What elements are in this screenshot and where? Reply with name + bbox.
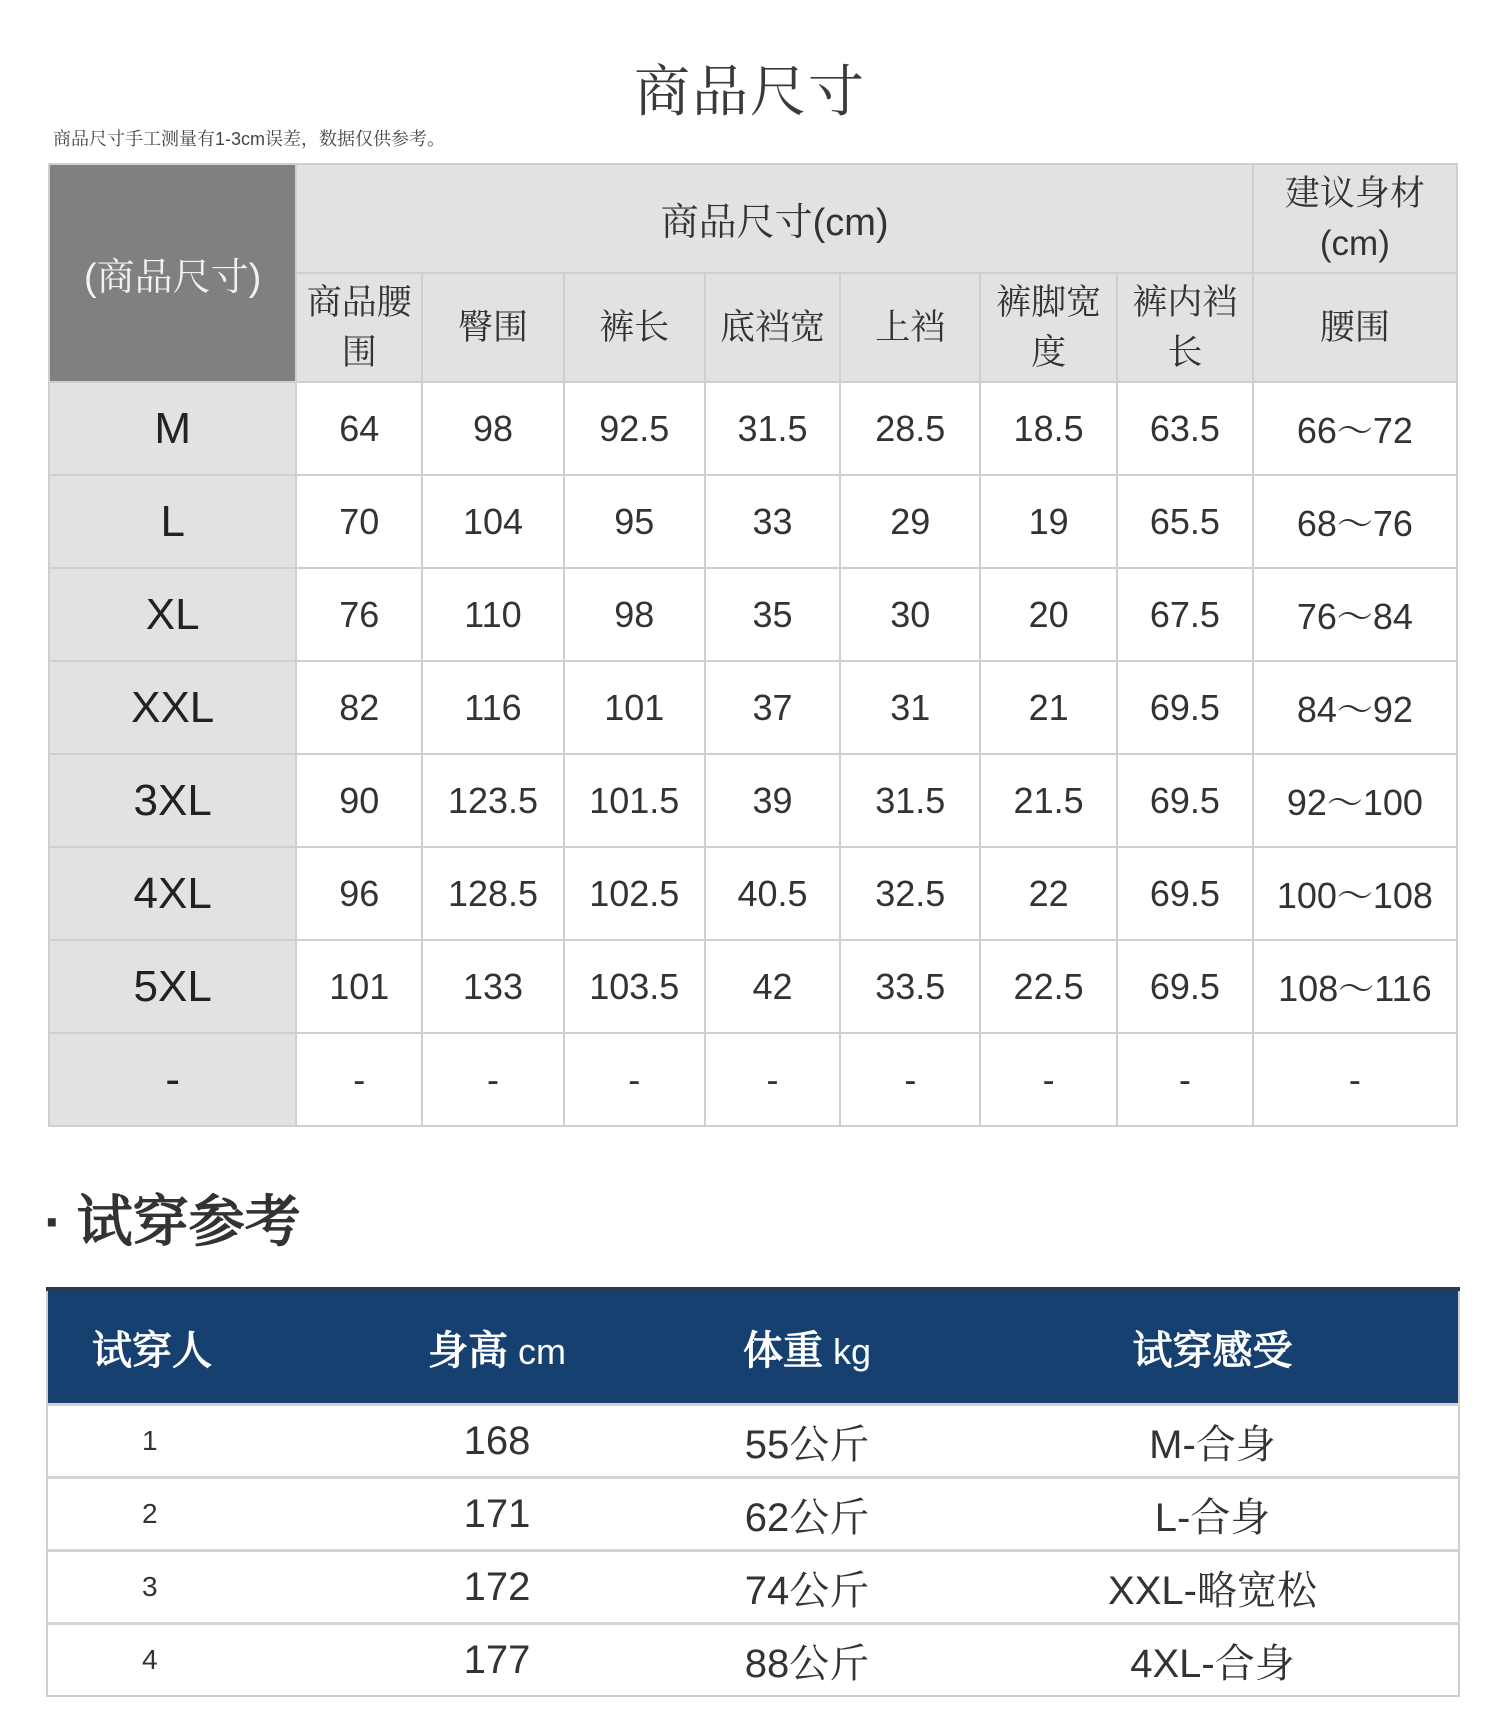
tryon-row <box>47 1551 1459 1624</box>
tryon-person-cell: 2 <box>47 1478 347 1551</box>
size-row <box>49 940 1457 1033</box>
size-value-cell: 22 <box>980 847 1117 940</box>
tryon-feel-cell: XXL-略宽松 <box>967 1551 1459 1624</box>
size-value-cell: 65.5 <box>1117 475 1253 568</box>
column-header <box>296 273 422 382</box>
size-value-cell: 67.5 <box>1117 568 1253 661</box>
tryon-height-cell: 171 <box>347 1478 647 1551</box>
column-header <box>705 273 841 382</box>
column-header-line: 臀围 <box>457 307 528 347</box>
size-value-cell: - <box>840 1033 980 1126</box>
size-row <box>49 475 1457 568</box>
size-value-cell: 40.5 <box>705 847 841 940</box>
size-value-cell: - <box>422 1033 564 1126</box>
tryon-feel-cell: L-合身 <box>967 1478 1459 1551</box>
size-value-cell: 104 <box>422 475 564 568</box>
size-value-cell: 110 <box>422 568 564 661</box>
size-value-cell: 19 <box>980 475 1117 568</box>
column-header-line: 长 <box>1167 332 1203 372</box>
tryon-column-header <box>347 1289 647 1405</box>
tryon-person-cell: 1 <box>47 1405 347 1478</box>
page-title: 商品尺寸 <box>634 60 866 123</box>
size-value-cell: 98 <box>564 568 705 661</box>
size-group-header: 商品尺寸(cm) <box>296 164 1252 273</box>
size-value-cell: 108～116 <box>1253 940 1457 1033</box>
size-value-cell: 30 <box>840 568 980 661</box>
size-value-cell: - <box>980 1033 1117 1126</box>
size-value-cell: 101 <box>296 940 422 1033</box>
size-value-cell: 31.5 <box>840 754 980 847</box>
size-value-cell: 35 <box>705 568 841 661</box>
size-value-cell: 28.5 <box>840 382 980 475</box>
size-label: 3XL <box>49 754 296 847</box>
size-value-cell: 100～108 <box>1253 847 1457 940</box>
size-value-cell: 22.5 <box>980 940 1117 1033</box>
size-value-cell: 21 <box>980 661 1117 754</box>
column-header-line: 底裆宽 <box>720 307 826 347</box>
size-label: 4XL <box>49 847 296 940</box>
column-header-line: 裤长 <box>599 307 670 347</box>
size-label: M <box>49 382 296 475</box>
tryon-feel-cell: M-合身 <box>967 1405 1459 1478</box>
size-label: - <box>49 1033 296 1126</box>
bullet-dot: · <box>44 1190 63 1253</box>
tryon-column-header <box>967 1289 1459 1405</box>
size-value-cell: 70 <box>296 475 422 568</box>
size-value-cell: 64 <box>296 382 422 475</box>
tryon-weight-cell: 55公斤 <box>647 1405 967 1478</box>
size-value-cell: 37 <box>705 661 841 754</box>
size-value-cell: 18.5 <box>980 382 1117 475</box>
column-header-line: 上裆 <box>875 307 946 347</box>
tryon-header-label: 体重 <box>742 1328 823 1373</box>
size-value-cell: 39 <box>705 754 841 847</box>
size-value-cell: 33 <box>705 475 841 568</box>
tryon-table-body <box>47 1405 1459 1697</box>
size-label: 5XL <box>49 940 296 1033</box>
column-header-line: 裤内裆 <box>1132 282 1238 322</box>
size-value-cell: 69.5 <box>1117 754 1253 847</box>
tryon-row <box>47 1478 1459 1551</box>
tryon-height-cell: 172 <box>347 1551 647 1624</box>
tryon-feel-cell: 4XL-合身 <box>967 1624 1459 1697</box>
size-corner-header: (商品尺寸) <box>49 164 296 382</box>
column-header <box>980 273 1117 382</box>
column-header <box>564 273 705 382</box>
size-row <box>49 847 1457 940</box>
size-value-cell: 82 <box>296 661 422 754</box>
tryon-header-unit: cm <box>508 1330 566 1372</box>
size-value-cell: 69.5 <box>1117 940 1253 1033</box>
size-value-cell: 84～92 <box>1253 661 1457 754</box>
size-label: XXL <box>49 661 296 754</box>
tryon-header-label: 试穿感受 <box>1132 1328 1293 1373</box>
size-value-cell: 133 <box>422 940 564 1033</box>
suggest-group-header <box>1253 164 1457 273</box>
column-header-line: 腰围 <box>1319 307 1390 347</box>
size-value-cell: - <box>1117 1033 1253 1126</box>
size-row <box>49 382 1457 475</box>
size-value-cell: 101 <box>564 661 705 754</box>
size-value-cell: 102.5 <box>564 847 705 940</box>
size-value-cell: 21.5 <box>980 754 1117 847</box>
tryon-person-cell: 4 <box>47 1624 347 1697</box>
size-value-cell: 101.5 <box>564 754 705 847</box>
column-header-line: 裤脚宽 <box>996 282 1102 322</box>
size-label: XL <box>49 568 296 661</box>
size-value-cell: - <box>1253 1033 1457 1126</box>
tryon-weight-cell: 62公斤 <box>647 1478 967 1551</box>
size-table-body <box>49 382 1457 1126</box>
tryon-section-heading <box>44 1178 301 1258</box>
column-header-line: 度 <box>1031 332 1067 372</box>
size-value-cell: 92.5 <box>564 382 705 475</box>
size-value-cell: - <box>564 1033 705 1126</box>
tryon-header-label: 试穿人 <box>92 1328 212 1373</box>
size-value-cell: 32.5 <box>840 847 980 940</box>
size-value-cell: - <box>296 1033 422 1126</box>
size-value-cell: 66～72 <box>1253 382 1457 475</box>
size-label: L <box>49 475 296 568</box>
size-value-cell: 20 <box>980 568 1117 661</box>
size-value-cell: 98 <box>422 382 564 475</box>
tryon-header-row <box>47 1289 1459 1405</box>
size-value-cell: 103.5 <box>564 940 705 1033</box>
tryon-header-unit: kg <box>822 1330 872 1372</box>
size-value-cell: 92～100 <box>1253 754 1457 847</box>
tryon-table <box>46 1287 1460 1697</box>
size-value-cell: 123.5 <box>422 754 564 847</box>
suggest-label-line2: (cm) <box>1319 223 1390 263</box>
suggest-label-line1: 建议身材 <box>1284 173 1425 213</box>
size-value-cell: 76 <box>296 568 422 661</box>
size-value-cell: 29 <box>840 475 980 568</box>
size-value-cell: 76～84 <box>1253 568 1457 661</box>
size-value-cell: 96 <box>296 847 422 940</box>
column-header <box>1117 273 1253 382</box>
tryon-weight-cell: 74公斤 <box>647 1551 967 1624</box>
size-row <box>49 1033 1457 1126</box>
tryon-heading-text: 试穿参考 <box>76 1190 301 1253</box>
size-row <box>49 661 1457 754</box>
size-value-cell: 69.5 <box>1117 847 1253 940</box>
size-value-cell: 128.5 <box>422 847 564 940</box>
size-value-cell: 42 <box>705 940 841 1033</box>
size-row <box>49 754 1457 847</box>
tryon-header-label: 身高 <box>428 1328 508 1373</box>
size-value-cell: 68～76 <box>1253 475 1457 568</box>
size-value-cell: 31 <box>840 661 980 754</box>
size-value-cell: 116 <box>422 661 564 754</box>
column-header <box>840 273 980 382</box>
tryon-row <box>47 1624 1459 1697</box>
tryon-height-cell: 168 <box>347 1405 647 1478</box>
column-header <box>1253 273 1457 382</box>
tryon-weight-cell: 88公斤 <box>647 1624 967 1697</box>
size-value-cell: 31.5 <box>705 382 841 475</box>
measurement-note: 商品尺寸手工测量有1-3cm误差，数据仅供参考。 <box>53 129 446 149</box>
tryon-row <box>47 1405 1459 1478</box>
size-value-cell: 63.5 <box>1117 382 1253 475</box>
size-table <box>48 163 1458 1127</box>
size-value-cell: 69.5 <box>1117 661 1253 754</box>
column-header-line: 围 <box>341 332 377 372</box>
tryon-column-header <box>47 1289 347 1405</box>
column-header-line: 商品腰 <box>306 282 412 322</box>
tryon-person-cell: 3 <box>47 1551 347 1624</box>
size-value-cell: 95 <box>564 475 705 568</box>
size-value-cell: 33.5 <box>840 940 980 1033</box>
tryon-height-cell: 177 <box>347 1624 647 1697</box>
size-value-cell: - <box>705 1033 841 1126</box>
column-header <box>422 273 564 382</box>
size-row <box>49 568 1457 661</box>
tryon-column-header <box>647 1289 967 1405</box>
size-value-cell: 90 <box>296 754 422 847</box>
